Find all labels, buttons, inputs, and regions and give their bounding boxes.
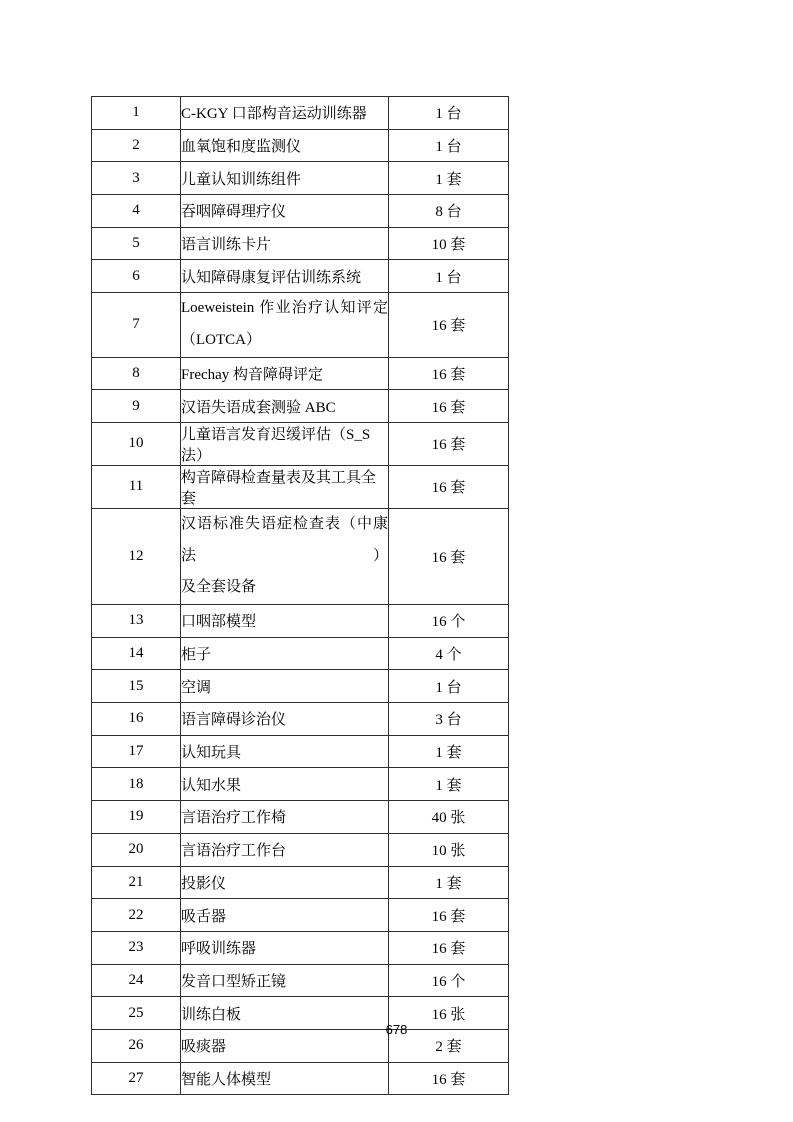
item-name-line: C-KGY 口部构音运动训练器: [181, 106, 367, 123]
row-quantity-cell: 1 套: [389, 866, 509, 899]
row-index-cell: 27: [92, 1062, 181, 1095]
table-row: [92, 508, 509, 604]
row-index-cell: 7: [92, 293, 181, 357]
item-name-line: 血氧饱和度监测仪: [181, 139, 302, 156]
table-row: [92, 422, 509, 465]
row-item-cell: [181, 801, 389, 834]
row-item-cell: [181, 260, 389, 293]
table-row: [92, 866, 509, 899]
row-index-cell: 8: [92, 357, 181, 390]
item-name-line: 儿童认知训练组件: [181, 171, 302, 188]
row-quantity-cell: 8 台: [389, 195, 509, 228]
item-name-line: 智能人体模型: [181, 1071, 272, 1088]
table-row: [92, 465, 509, 508]
row-quantity-cell: 1 台: [389, 260, 509, 293]
item-name-line: 及全套设备: [181, 579, 257, 596]
row-quantity-cell: 16 套: [389, 508, 509, 604]
row-item-cell: [181, 97, 389, 130]
row-item-cell: [181, 227, 389, 260]
row-quantity-cell: 2 套: [389, 1029, 509, 1062]
item-name-line: 儿童语言发育迟缓评估（S_S 法）: [181, 426, 371, 464]
table-row: [92, 357, 509, 390]
row-item-cell: [181, 465, 389, 508]
row-item-cell: [181, 605, 389, 638]
row-index-cell: 15: [92, 670, 181, 703]
row-quantity-cell: 16 套: [389, 390, 509, 423]
table-row: [92, 801, 509, 834]
row-quantity-cell: 1 套: [389, 768, 509, 801]
row-index-cell: 16: [92, 703, 181, 736]
row-index-cell: 11: [92, 465, 181, 508]
row-index-cell: 13: [92, 605, 181, 638]
row-index-cell: 1: [92, 97, 181, 130]
item-name-line: 投影仪: [181, 875, 227, 892]
row-item-cell: [181, 833, 389, 866]
row-item-cell: [181, 390, 389, 423]
item-name-line: 认知水果: [181, 777, 242, 794]
item-name-line: Loeweistein 作业治疗认知评定: [181, 300, 388, 317]
page-number: 678: [385, 1022, 408, 1037]
row-quantity-cell: 16 套: [389, 293, 509, 357]
table-row: [92, 768, 509, 801]
row-item-cell: [181, 422, 389, 465]
row-index-cell: 14: [92, 637, 181, 670]
item-name-line: 语言障碍诊治仪: [181, 712, 287, 729]
item-name-line: 言语治疗工作椅: [181, 810, 287, 827]
row-quantity-cell: 16 套: [389, 899, 509, 932]
row-item-cell: [181, 162, 389, 195]
row-item-cell: [181, 508, 389, 604]
table-row: [92, 260, 509, 293]
row-index-cell: 3: [92, 162, 181, 195]
row-quantity-cell: 10 套: [389, 227, 509, 260]
table-row: [92, 97, 509, 130]
row-index-cell: 4: [92, 195, 181, 228]
row-index-cell: 24: [92, 964, 181, 997]
item-name-line: 柜子: [181, 647, 212, 664]
item-name-line: 训练白板: [181, 1006, 242, 1023]
item-name-line: 口咽部模型: [181, 614, 257, 631]
row-index-cell: 21: [92, 866, 181, 899]
row-quantity-cell: 1 套: [389, 162, 509, 195]
table-row: [92, 899, 509, 932]
item-name-line: 吸舌器: [181, 908, 227, 925]
item-name-line: 呼吸训练器: [181, 941, 257, 958]
row-item-cell: [181, 899, 389, 932]
row-item-cell: [181, 703, 389, 736]
row-index-cell: 18: [92, 768, 181, 801]
table-row: [92, 637, 509, 670]
row-index-cell: 17: [92, 735, 181, 768]
row-index-cell: 20: [92, 833, 181, 866]
item-name-line: 汉语失语成套测验 ABC: [181, 399, 336, 416]
row-index-cell: 9: [92, 390, 181, 423]
row-index-cell: 12: [92, 508, 181, 604]
row-quantity-cell: 3 台: [389, 703, 509, 736]
row-index-cell: 19: [92, 801, 181, 834]
row-item-cell: [181, 129, 389, 162]
equipment-table-body: [92, 97, 509, 1095]
row-quantity-cell: 1 台: [389, 97, 509, 130]
table-row: [92, 735, 509, 768]
item-name-line: （LOTCA）: [181, 331, 261, 348]
row-index-cell: 5: [92, 227, 181, 260]
row-quantity-cell: 16 套: [389, 357, 509, 390]
row-quantity-cell: 1 套: [389, 735, 509, 768]
item-name-line: 汉语标准失语症检查表（中康法）: [181, 515, 388, 564]
table-row: [92, 195, 509, 228]
row-index-cell: 23: [92, 931, 181, 964]
row-quantity-cell: 4 个: [389, 637, 509, 670]
table-row: [92, 670, 509, 703]
row-index-cell: 26: [92, 1029, 181, 1062]
item-name-line: 言语治疗工作台: [181, 843, 287, 860]
equipment-table: [91, 96, 509, 1095]
row-quantity-cell: 16 套: [389, 465, 509, 508]
item-name-line: 吸痰器: [181, 1039, 227, 1056]
row-index-cell: 22: [92, 899, 181, 932]
row-quantity-cell: 16 套: [389, 931, 509, 964]
table-row: [92, 1062, 509, 1095]
row-quantity-cell: 1 台: [389, 670, 509, 703]
row-item-cell: [181, 768, 389, 801]
item-name-line: 吞咽障碍理疗仪: [181, 204, 287, 221]
row-item-cell: [181, 964, 389, 997]
row-quantity-cell: 10 张: [389, 833, 509, 866]
item-name-line: 构音障碍检查量表及其工具全套: [181, 469, 377, 507]
row-quantity-cell: 1 台: [389, 129, 509, 162]
table-row: [92, 390, 509, 423]
row-quantity-cell: 16 套: [389, 422, 509, 465]
table-row: [92, 162, 509, 195]
row-item-cell: [181, 195, 389, 228]
row-index-cell: 2: [92, 129, 181, 162]
table-row: [92, 293, 509, 357]
item-name-line: 空调: [181, 679, 212, 696]
row-quantity-cell: 16 张: [389, 997, 509, 1030]
table-row: [92, 833, 509, 866]
row-quantity-cell: 16 个: [389, 964, 509, 997]
row-item-cell: [181, 637, 389, 670]
row-item-cell: [181, 357, 389, 390]
table-row: [92, 964, 509, 997]
table-row: [92, 605, 509, 638]
row-item-cell: [181, 293, 389, 357]
row-index-cell: 25: [92, 997, 181, 1030]
row-item-cell: [181, 931, 389, 964]
row-item-cell: [181, 866, 389, 899]
table-row: [92, 227, 509, 260]
row-item-cell: [181, 1062, 389, 1095]
item-name-line: 语言训练卡片: [181, 237, 272, 254]
row-index-cell: 10: [92, 422, 181, 465]
row-item-cell: [181, 670, 389, 703]
row-quantity-cell: 16 个: [389, 605, 509, 638]
table-row: [92, 931, 509, 964]
row-index-cell: 6: [92, 260, 181, 293]
row-quantity-cell: 40 张: [389, 801, 509, 834]
table-row: [92, 129, 509, 162]
row-item-cell: [181, 735, 389, 768]
table-row: [92, 703, 509, 736]
item-name-line: 认知障碍康复评估训练系统: [181, 269, 362, 286]
item-name-line: 认知玩具: [181, 745, 242, 762]
item-name-line: 发音口型矫正镜: [181, 973, 287, 990]
item-name-line: Frechay 构音障碍评定: [181, 366, 324, 383]
row-quantity-cell: 16 套: [389, 1062, 509, 1095]
